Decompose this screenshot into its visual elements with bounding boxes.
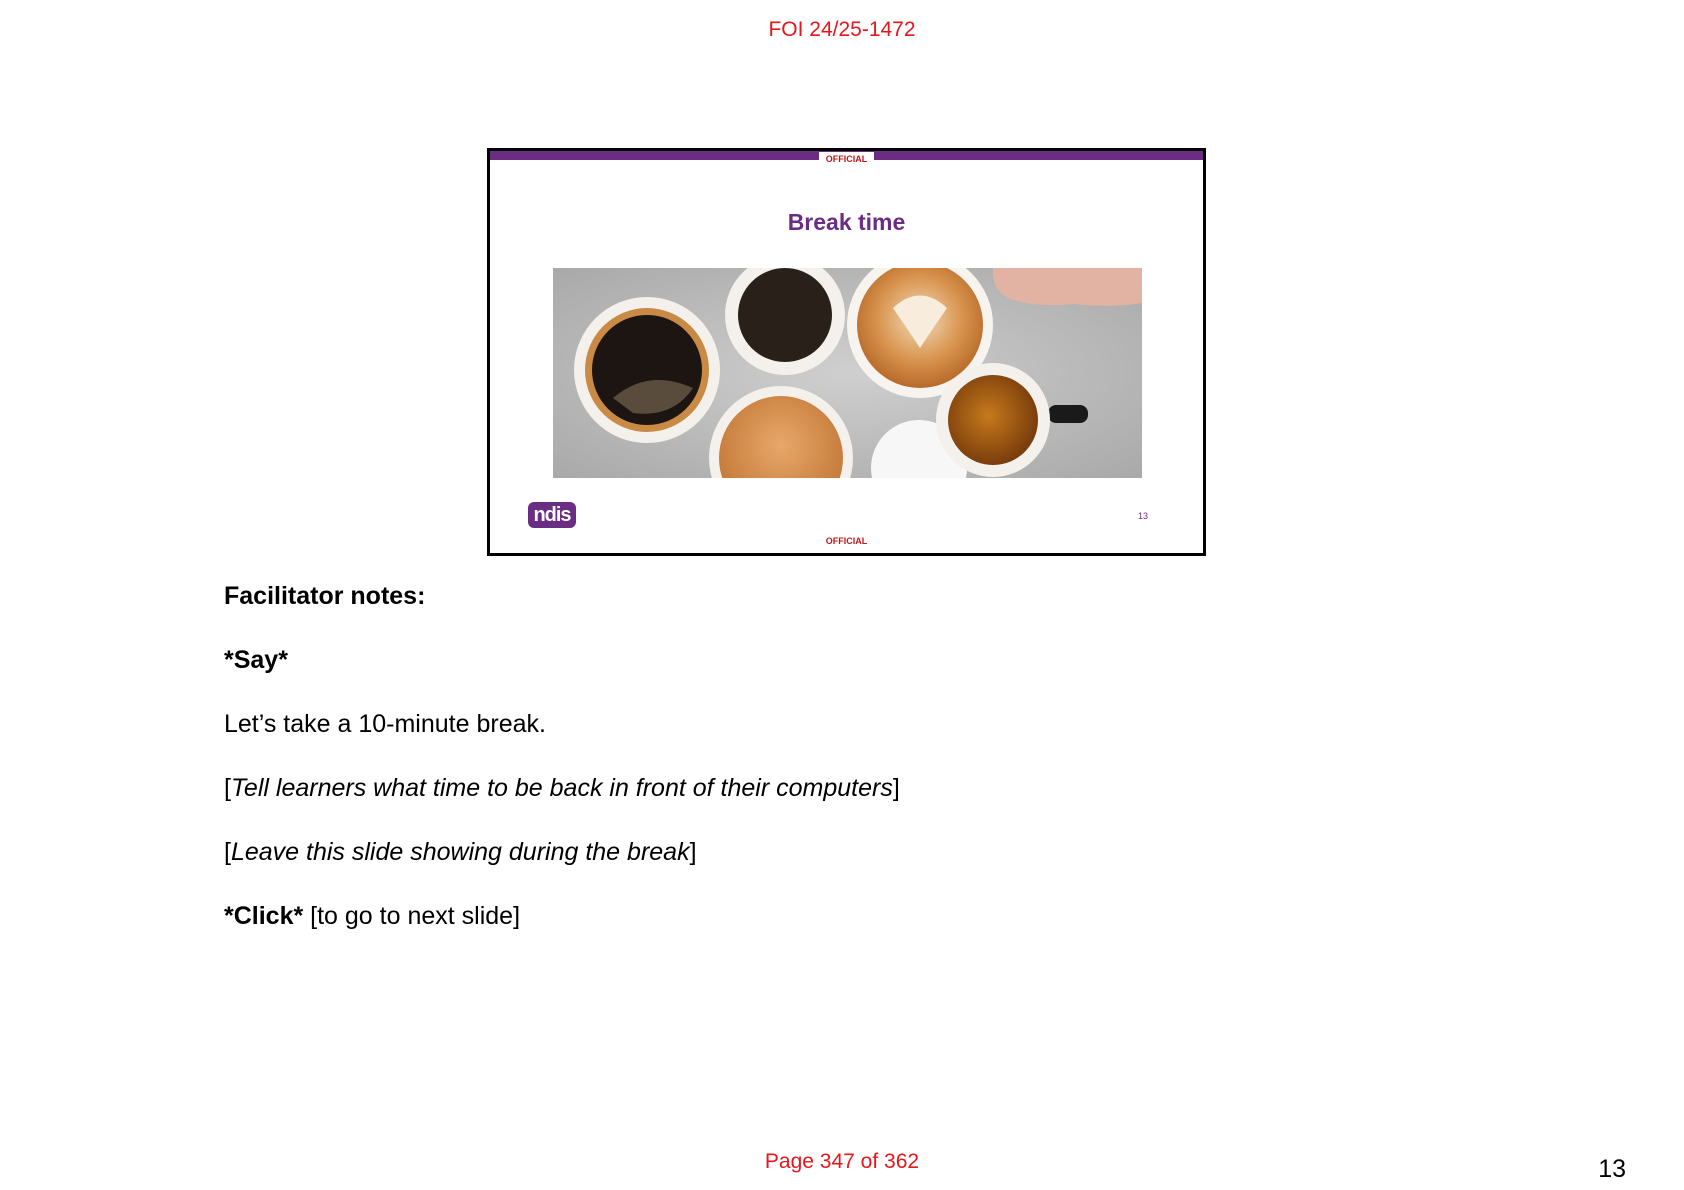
notes-heading: Facilitator notes: xyxy=(224,582,426,610)
break-instruction: Let’s take a 10-minute break. xyxy=(224,710,546,738)
page-number: 13 xyxy=(1598,1155,1626,1183)
click-note xyxy=(224,902,520,931)
slide-number: 13 xyxy=(1138,511,1149,521)
leave-slide-note xyxy=(224,838,697,867)
tell-learners-note xyxy=(224,774,900,803)
click-label: *Click* xyxy=(224,902,304,930)
slide-thumbnail xyxy=(487,148,1206,556)
bracket-open: [ xyxy=(224,774,231,802)
bracket-open: [ xyxy=(224,838,231,866)
bracket-close: ] xyxy=(892,774,900,802)
slide-classification-top: OFFICIAL xyxy=(819,152,875,165)
say-label: *Say* xyxy=(224,646,288,674)
bracket-close: ] xyxy=(689,838,697,866)
slide-classification-bottom: OFFICIAL xyxy=(825,536,868,546)
leave-slide-text: Leave this slide showing during the break xyxy=(230,838,690,866)
click-instruction: [to go to next slide] xyxy=(303,902,521,930)
ndis-logo: ndis xyxy=(528,502,576,528)
slide-title: Break time xyxy=(787,209,906,235)
page-label: Page 347 of 362 xyxy=(764,1150,920,1173)
foi-reference: FOI 24/25-1472 xyxy=(768,18,916,41)
coffee-cups-photo xyxy=(553,268,1142,478)
tell-learners-text: Tell learners what time to be back in front of their computers xyxy=(230,774,893,802)
